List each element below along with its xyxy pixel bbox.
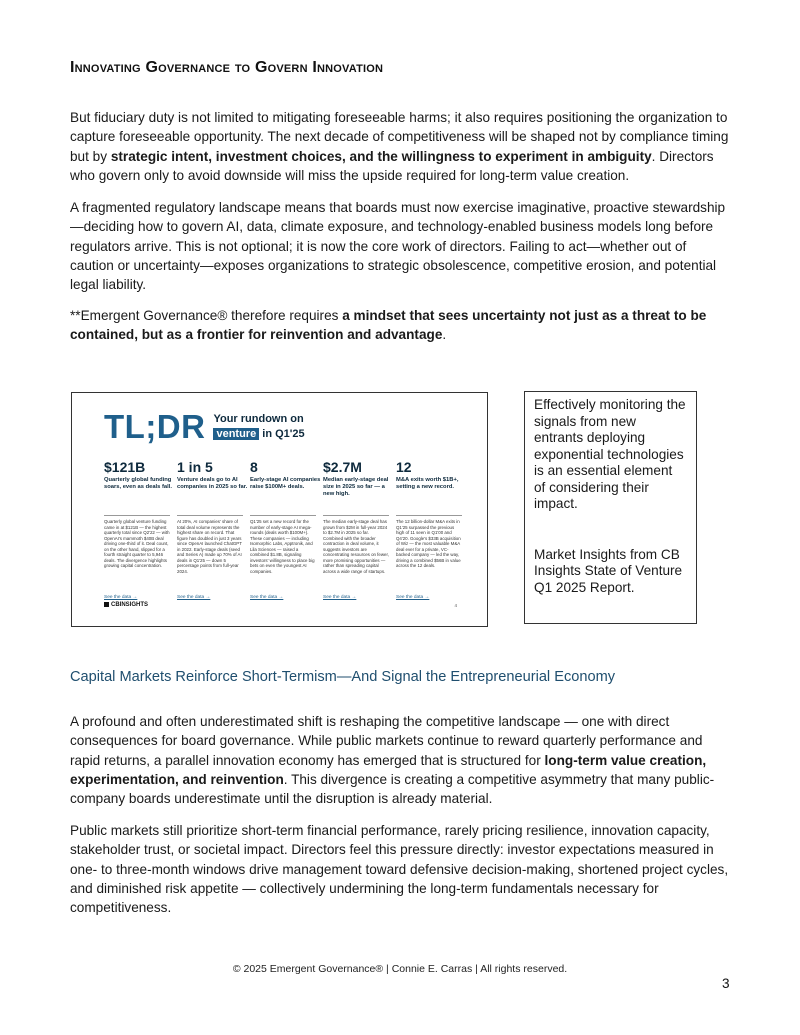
stat-label: Early-stage AI companies raise $100M+ deals.: [250, 477, 321, 491]
stat-column: [177, 459, 250, 600]
stat-body: The median early-stage deal has grown from $2M in full-year 2024 to $2.7M in 2025 so far. Combined with the broader contraction in deal volume, it suggests investors are concentrating resources on fewer, more promising opportunities — rather than spreading capital across a wide range of startups.: [323, 519, 389, 574]
tldr-header: [104, 408, 305, 446]
stat-column: [396, 459, 469, 600]
stat-column: [323, 459, 396, 600]
stat-body: Q1'25 set a new record for the number of early-stage AI mega-rounds (deals worth $100M+). These companies — including Isomorphic Labs, Apptronik, and Lila Sciences — raised a combined $1.8B, signaling investors' willingness to place big bets on even the youngest AI companies.: [250, 519, 315, 574]
divider: [104, 515, 170, 516]
stat-value: 12: [396, 459, 412, 475]
logo-mark-icon: [104, 602, 109, 607]
divider: [177, 515, 243, 516]
stat-label: Quarterly global funding soars, even as deals fall.: [104, 477, 172, 491]
stat-column: [250, 459, 323, 600]
tldr-stats: [104, 459, 469, 600]
callout-text: Effectively monitoring the signals from new entrants deploying exponential technologies is an essential element of considering their impact.: [534, 397, 686, 511]
tldr-infographic: [71, 392, 488, 627]
paragraph-mindset: **Emergent Governance® therefore requires a mindset that sees uncertainty not just as a threat to be contained, but as a frontier for reinvention and advantage.: [70, 308, 707, 343]
paragraph-fiduciary: But fiduciary duty is not limited to mitigating foreseeable harms; it also requires positioning the organization to capture foreseeable opportunity. The next decade of competitiveness will be shaped not by compliance timing but by strategic intent, investment choices, and the willingness to experiment in ambiguity. Directors who govern only to avoid downside will miss the upside required for long-term value creation.: [70, 110, 729, 183]
stat-body: The 12 billion-dollar M&A exits in Q1'25 surpassed the previous high of 11 seen in Q1'00 and Q4'20. Google's $33B acquisition of Wiz — the most valuable M&A deal ever for a private, VC-backed company — led the way, driving a combined $56B in value across the 12 deals.: [396, 519, 461, 568]
stat-label: Venture deals go to AI companies in 2025 so far.: [177, 477, 248, 491]
section-heading: Innovating Governance to Govern Innovation: [70, 59, 384, 76]
see-data-link[interactable]: See the data →: [396, 595, 430, 600]
divider: [396, 515, 462, 516]
paragraph-public-markets: Public markets still prioritize short-term financial performance, rarely pricing resilience, innovation capacity, stakeholder trust, or societal impact. Directors feel this pressure directly: investor expectations measured in one- to three-month windows drive management toward defensive decision-making, shortened project cycles, and diminished risk appetite — collectively undermining the long-term fundamentals necessary for competitiveness.: [70, 823, 729, 916]
see-data-link[interactable]: See the data →: [177, 595, 211, 600]
stat-value: 8: [250, 459, 258, 475]
subsection-heading: Capital Markets Reinforce Short-Termism—And Signal the Entrepreneurial Economy: [70, 669, 616, 685]
stat-label: Median early-stage deal size in 2025 so far — a new high.: [323, 477, 389, 498]
paragraph-regulatory: A fragmented regulatory landscape means that boards must now exercise imaginative, proactive stewardship—deciding how to govern AI, data, climate exposure, and technology-enabled business models long before regulators arrive. This is not optional; it is now the core work of directors. Failing to act—whether out of caution or uncertainty—exposes organizations to strategic obsolescence, competitive erosion, and potential legal liability.: [70, 200, 726, 293]
stat-value: $121B: [104, 459, 146, 475]
sidebar-callout: [524, 391, 697, 624]
divider: [250, 515, 316, 516]
paragraph-innovation-economy: A profound and often underestimated shift is reshaping the competitive landscape — one with direct consequences for board governance. While public markets continue to reward quarterly performance and rapid returns, a parallel innovation economy has emerged that is structured for long-term value creation, experimentation, and reinvention. This divergence is creating a competitive asymmetry that many public-company boards underestimate until the disruption is already material.: [70, 714, 715, 807]
stat-body: At 20%, AI companies' share of total deal volume represents the highest share on record. That figure has doubled in just 3 years since OpenAI launched ChatGPT in 2022. Early-stage deals (seed and Series A) made up 70% of AI deals in Q1'25 — down 5 percentage points from full-year 2024.: [177, 519, 242, 574]
tldr-title: TL;DR: [104, 408, 206, 445]
page-number: 3: [722, 976, 730, 991]
stat-value: $2.7M: [323, 459, 362, 475]
stat-value: 1 in 5: [177, 459, 213, 475]
page-footer: © 2025 Emergent Governance® | Connie E. Carras | All rights reserved.: [232, 963, 568, 975]
infographic-page-number: 4: [454, 603, 457, 608]
cb-insights-logo: CBINSIGHTS: [104, 602, 148, 608]
see-data-link[interactable]: See the data →: [323, 595, 357, 600]
callout-source: Market Insights from CB Insights State of Venture Q1 2025 Report.: [534, 546, 683, 595]
see-data-link[interactable]: See the data →: [104, 595, 138, 600]
see-data-link[interactable]: See the data →: [250, 595, 284, 600]
divider: [323, 515, 389, 516]
stat-body: Quarterly global venture funding came in at $121B — the highest quarterly total since Q2'22 — with OpenAI's mammoth $40B deal driving one-third of it. Deal count, on the other hand, slipped for a fourth straight quarter to 5,946 deals. The divergence highlights growing capital concentration.: [104, 519, 170, 568]
stat-label: M&A exits worth $1B+, setting a new record.: [396, 477, 459, 491]
stat-column: [104, 459, 177, 600]
tldr-subtitle: Your rundown on venture in Q1'25: [213, 413, 305, 440]
